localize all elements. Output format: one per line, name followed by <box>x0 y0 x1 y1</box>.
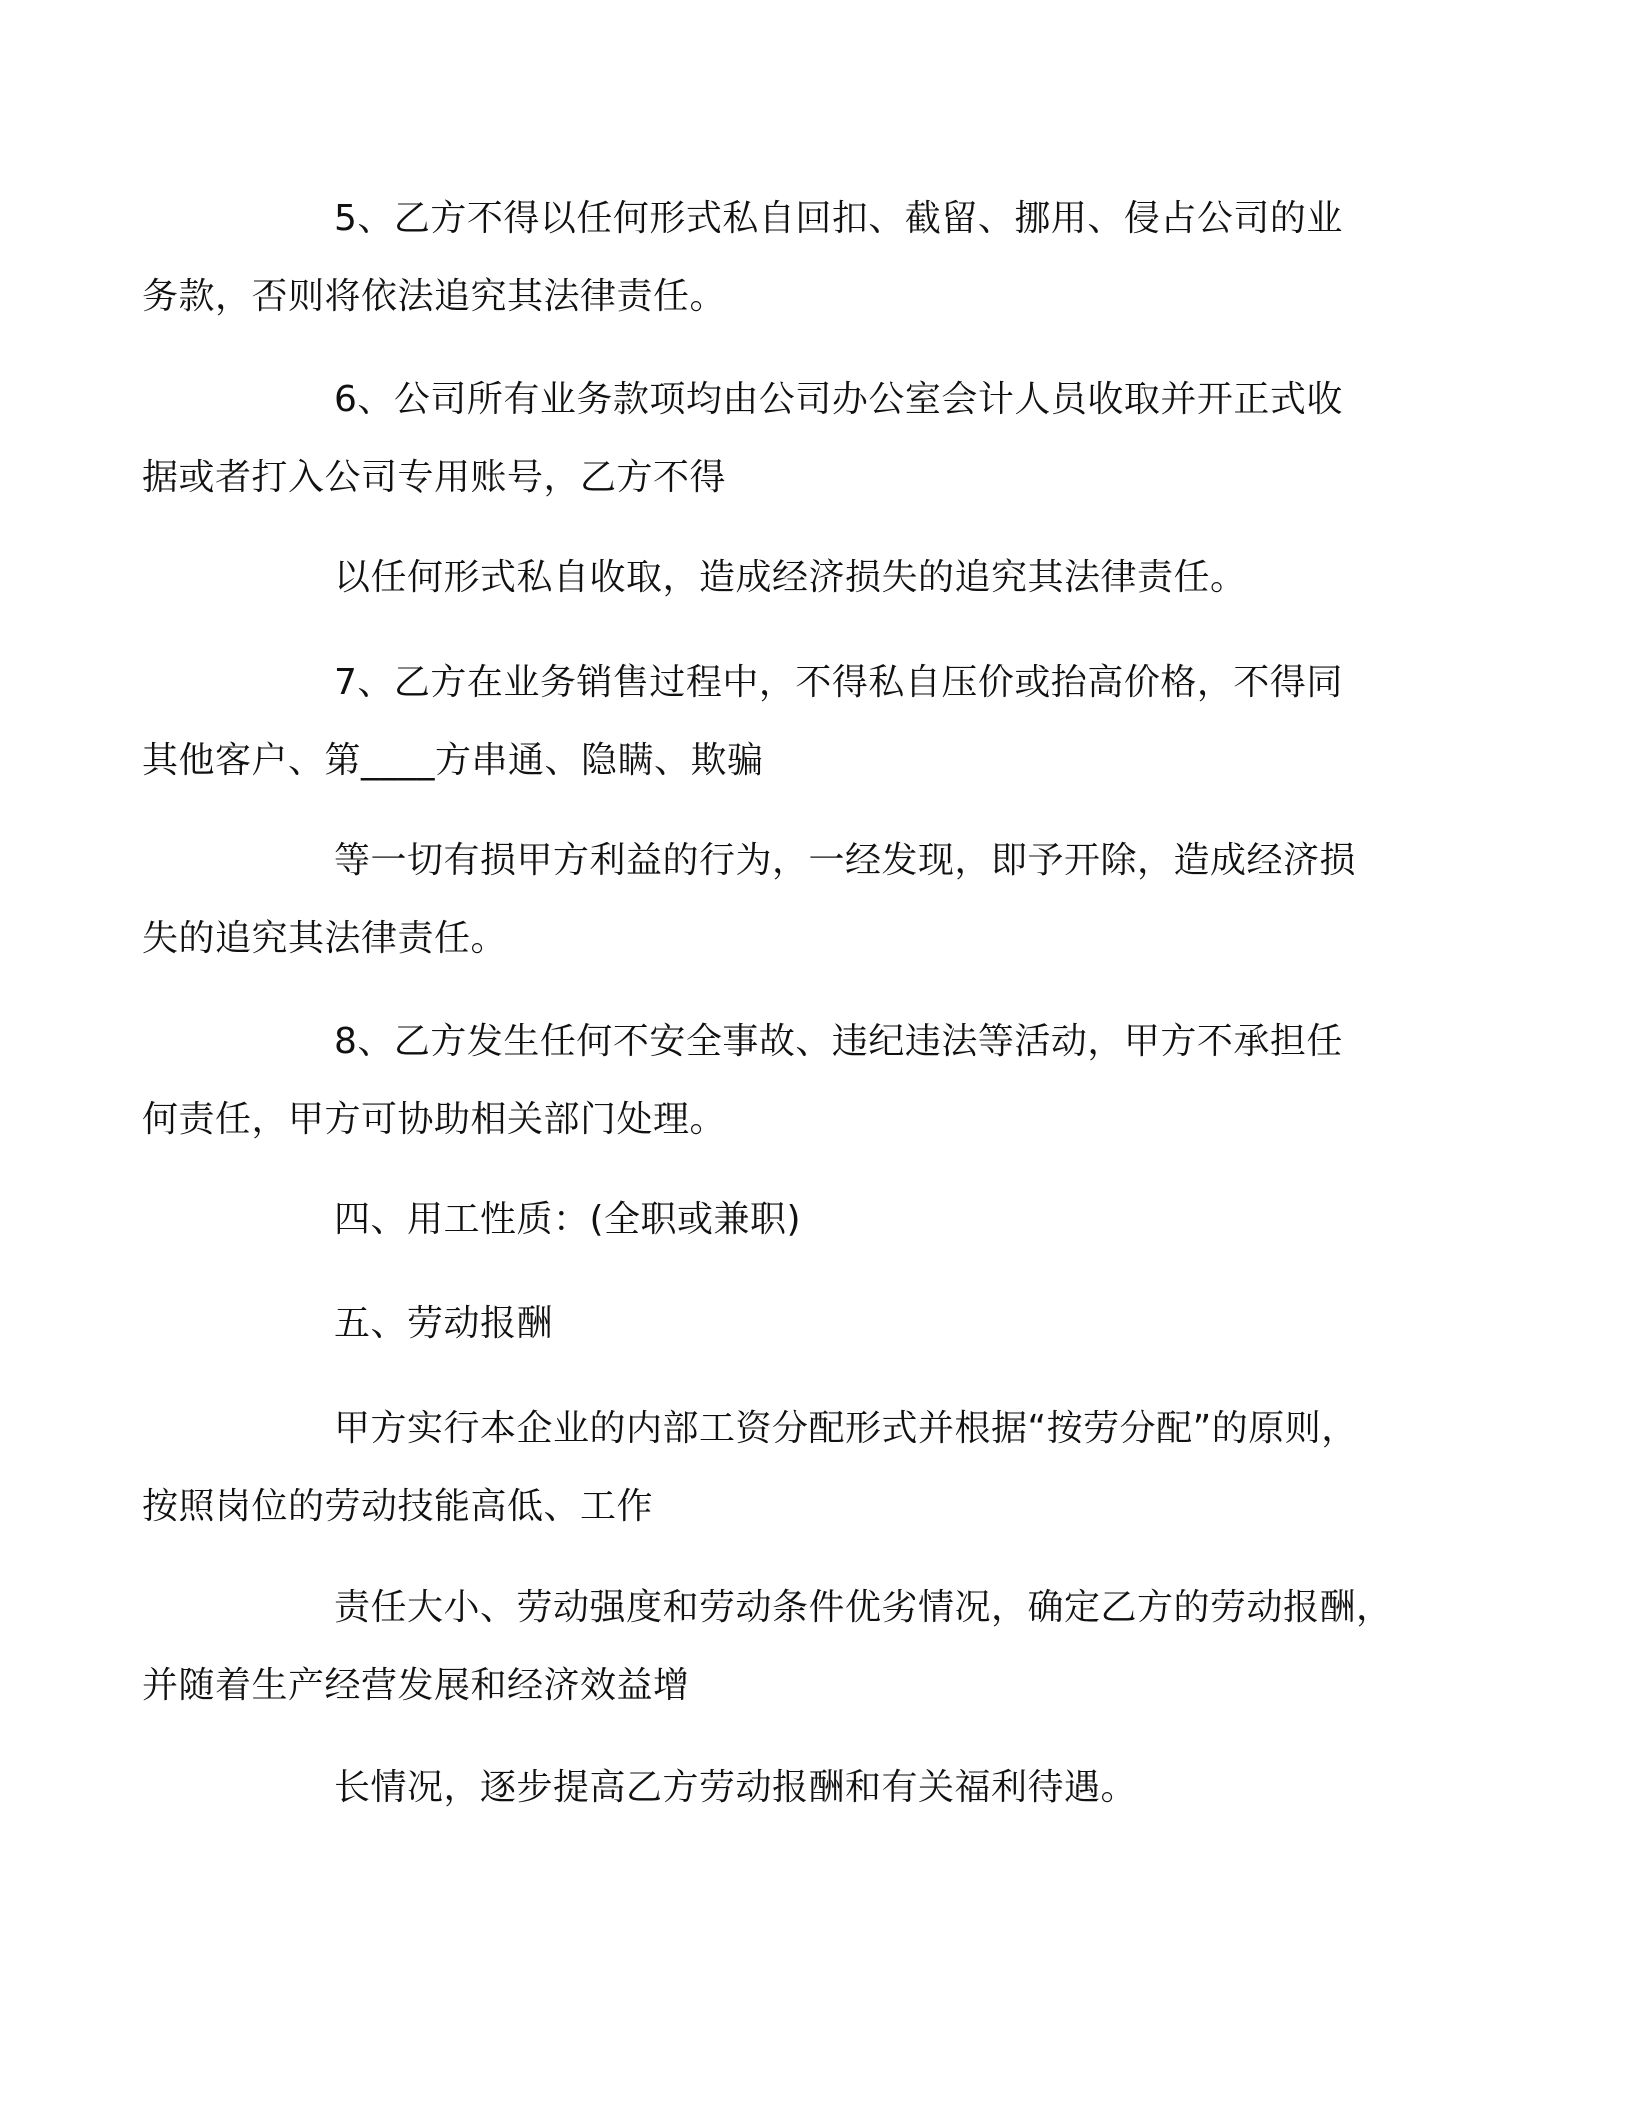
text-line: 长情况，逐步提高乙方劳动报酬和有关福利待遇。 <box>334 1767 1138 1808</box>
text-line: 并随着生产经营发展和经济效益增 <box>142 1665 690 1706</box>
text-line: 五、劳动报酬 <box>334 1303 554 1344</box>
paragraph-clause-5 <box>142 180 1368 336</box>
text-line: 其他客户、第____方串通、隐瞒、欺骗 <box>142 740 764 781</box>
text-line: 务款，否则将依法追究其法律责任。 <box>142 276 727 317</box>
text-line: 7、乙方在业务销售过程中，不得私自压价或抬高价格，不得同 <box>334 662 1343 703</box>
paragraph-clause-6-continued <box>238 539 1368 617</box>
text-line: 何责任，甲方可协助相关部门处理。 <box>142 1099 727 1140</box>
text-line: 等一切有损甲方利益的行为，一经发现，即予开除，造成经济损 <box>334 840 1357 881</box>
paragraph-remuneration-3 <box>238 1749 1368 1827</box>
text-line: 失的追究其法律责任。 <box>142 918 508 959</box>
text-line: 6、公司所有业务款项均由公司办公室会计人员收取并开正式收 <box>334 379 1343 420</box>
section-heading-employment-type <box>238 1181 1368 1259</box>
text-line: 四、用工性质：(全职或兼职) <box>334 1199 802 1240</box>
text-line: 责任大小、劳动强度和劳动条件优劣情况，确定乙方的劳动报酬， <box>334 1587 1393 1628</box>
section-heading-remuneration <box>238 1285 1368 1363</box>
text-line: 5、乙方不得以任何形式私自回扣、截留、挪用、侵占公司的业 <box>334 198 1343 239</box>
paragraph-clause-7-continued <box>142 822 1368 978</box>
text-line: 据或者打入公司专用账号，乙方不得 <box>142 457 727 498</box>
paragraph-clause-7 <box>142 644 1368 800</box>
text-line: 按照岗位的劳动技能高低、工作 <box>142 1486 654 1527</box>
text-line: 以任何形式私自收取，造成经济损失的追究其法律责任。 <box>334 557 1247 598</box>
text-line: 8、乙方发生任何不安全事故、违纪违法等活动，甲方不承担任 <box>334 1021 1343 1062</box>
paragraph-remuneration-1 <box>142 1390 1368 1546</box>
paragraph-clause-6 <box>142 361 1368 517</box>
paragraph-clause-8 <box>142 1003 1368 1159</box>
text-line: 甲方实行本企业的内部工资分配形式并根据“按劳分配”的原则， <box>334 1408 1358 1449</box>
paragraph-remuneration-2 <box>142 1569 1393 1725</box>
